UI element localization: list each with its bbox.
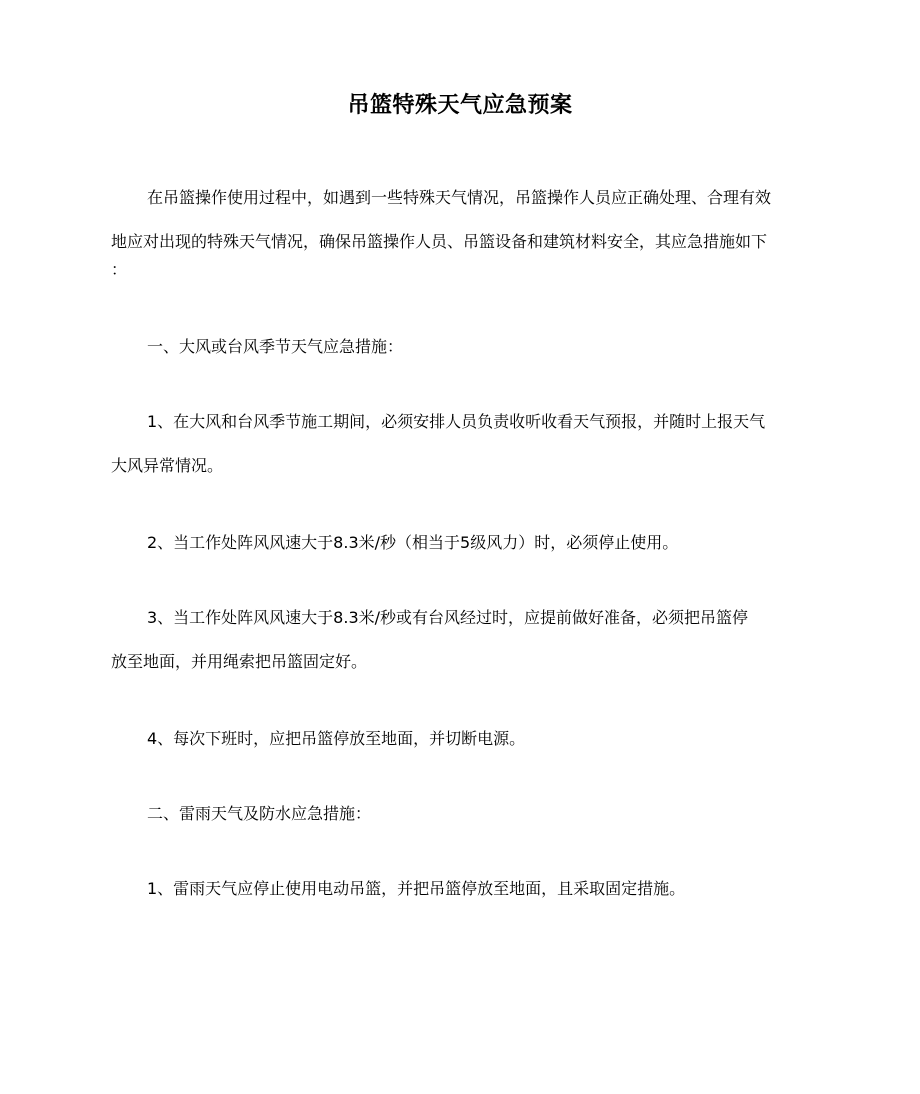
section2-heading: 二、雷雨天气及防水应急措施：: [147, 804, 372, 823]
document-title: 吊篮特殊天气应急预案: [347, 93, 573, 118]
section1-item3-line2: 放至地面，并用绳索把吊篮固定好。: [111, 652, 368, 671]
intro-line-3: ：: [111, 260, 128, 279]
section1-item2-line1: 2、当工作处阵风风速大于8.3米/秒（相当于5级风力）时，必须停止使用。: [147, 533, 679, 552]
section1-item1-line1: 1、在大风和台风季节施工期间，必须安排人员负责收听收看天气预报，并随时上报天气: [147, 412, 766, 431]
section2-item1-line1: 1、雷雨天气应停止使用电动吊篮，并把吊篮停放至地面，且采取固定措施。: [147, 879, 686, 898]
section1-item3-line1: 3、当工作处阵风风速大于8.3米/秒或有台风经过时，应提前做好准备，必须把吊篮停: [147, 608, 749, 627]
section1-item1-line2: 大风异常情况。: [111, 456, 224, 475]
intro-line-1: 在吊篮操作使用过程中，如遇到一些特殊天气情况，吊篮操作人员应正确处理、合理有效: [147, 188, 772, 207]
section1-item4-line1: 4、每次下班时，应把吊篮停放至地面，并切断电源。: [147, 729, 526, 748]
section1-heading: 一、大风或台风季节天气应急措施：: [147, 337, 404, 356]
intro-line-2: 地应对出现的特殊天气情况，确保吊篮操作人员、吊篮设备和建筑材料安全，其应急措施如下: [111, 232, 768, 251]
